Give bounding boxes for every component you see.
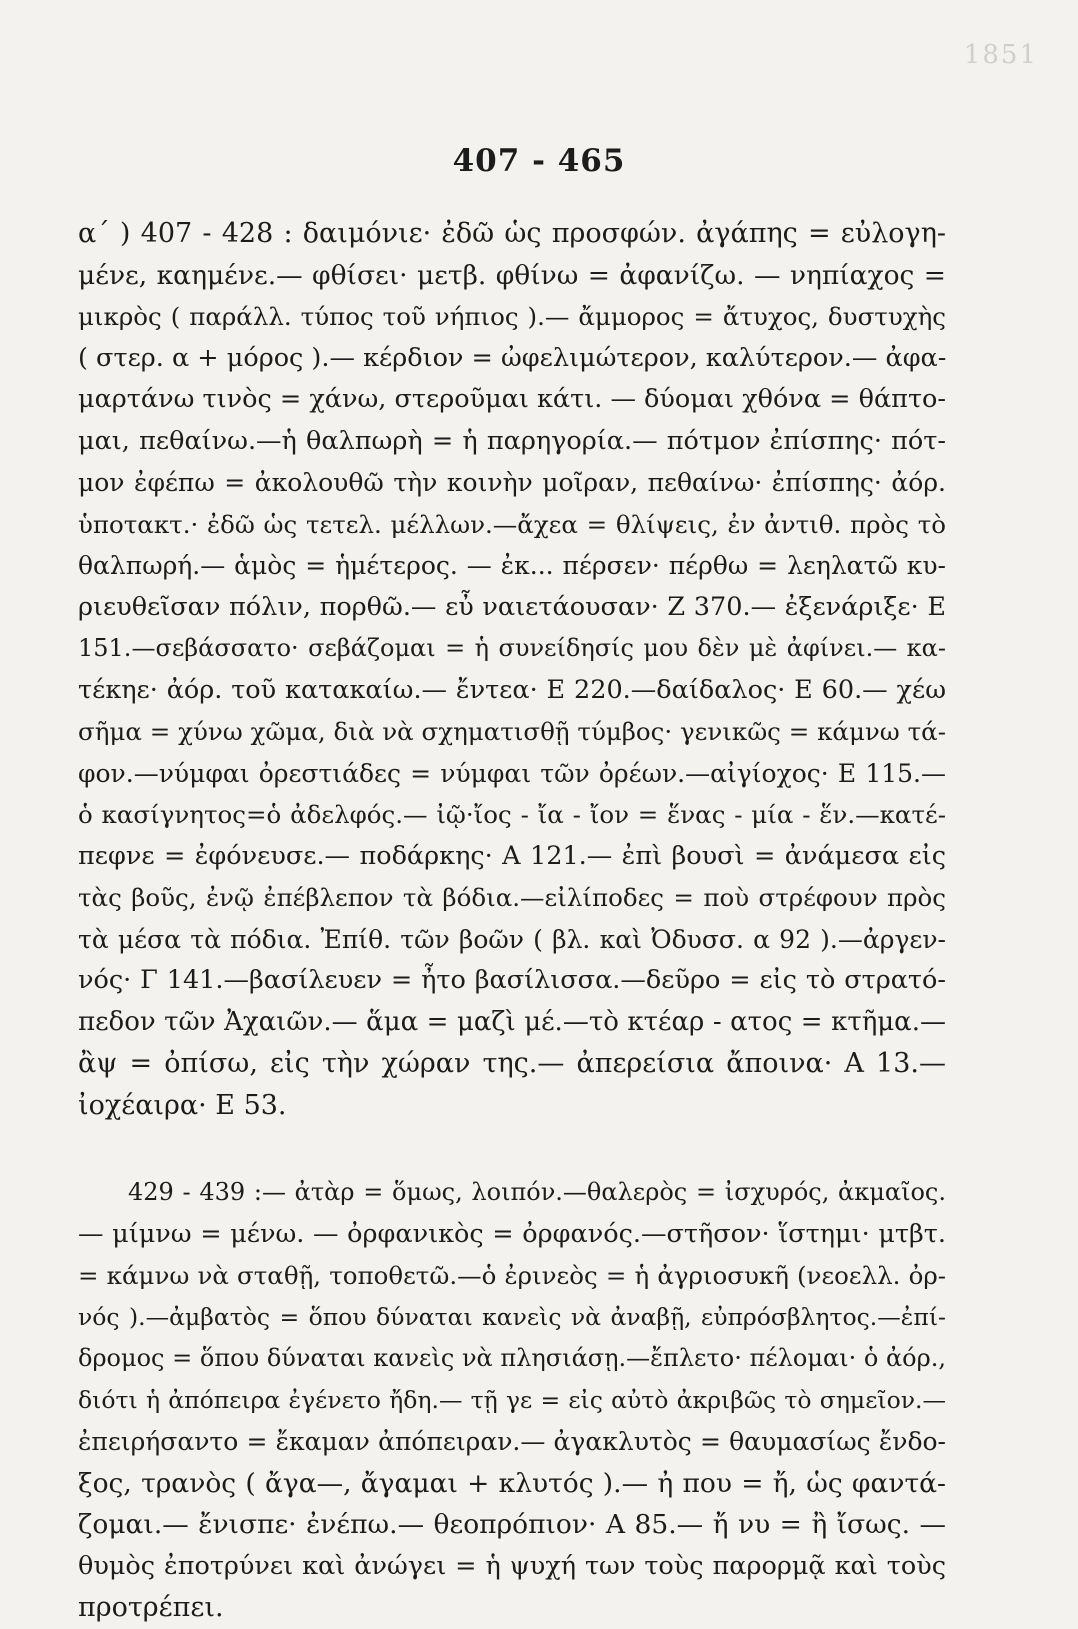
text-line: διότι ἡ ἀπόπειρα ἐγένετο ἤδη.— τῇ γε = εἰς αὐτὸ ἀκριβῶς τὸ σημεῖον.— [78, 1385, 946, 1414]
paragraph-gap [78, 1126, 946, 1172]
text-line: σῆμα = χύνω χῶμα, διὰ νὰ σχηματισθῇ τύμβος· γενικῶς = κάμνω τά- [78, 717, 946, 746]
text-line: 429 - 439 :— ἀτὰρ = ὅμως, λοιπόν.—θαλερὸς = ἰσχυρός, ἀκμαῖος. [128, 1178, 946, 1206]
text-line: τὰς βοῦς, ἐνῷ ἐπέβλεπον τὰ βόδια.—εἰλίποδες = ποὺ στρέφουν πρὸς [78, 883, 946, 912]
text-line: τὰ μέσα τὰ πόδια. Ἐπίθ. τῶν βοῶν ( βλ. καὶ Ὀδυσσ. α 92 ).—ἀργεν- [78, 924, 946, 954]
text-line: πεδον τῶν Ἀχαιῶν.— ἅμα = μαζὶ μέ.—τὸ κτέαρ - ατος = κτῆμα.— [78, 1006, 946, 1037]
text-line: ἂψ = ὀπίσω, εἰς τὴν χώραν της.— ἀπερείσια ἄποινα· Α 13.— [78, 1048, 946, 1079]
text-line: — μίμνω = μένω. — ὀρφανικὸς = ὀρφανός.—στῆσον· ἵστημι· μτβτ. [78, 1218, 946, 1249]
text-line: φον.—νύμφαι ὀρεστιάδες = νύμφαι τῶν ὀρέων.—αἰγίοχος· Ε 115.— [78, 758, 946, 788]
text-line: ὁ κασίγνητος=ὁ ἀδελφός.— ἰῷ·ἴος - ἴα - ἴον = ἕνας - μία - ἕν.—κατέ- [78, 800, 946, 829]
text-line: ριευθεῖσαν πόλιν, πορθῶ.— εὖ ναιετάουσαν· Ζ 370.— ἐξενάριξε· Ε [78, 591, 946, 622]
text-line: μικρὸς ( παράλλ. τύπος τοῦ νήπιος ).— ἄμμορος = ἄτυχος, δυστυχὴς [78, 302, 946, 331]
text-line: θαλπωρή.— ἁμὸς = ἡμέτερος. — ἐκ... πέρσεν· πέρθω = λεηλατῶ κυ- [78, 551, 946, 580]
text-line: νός· Γ 141.—βασίλευεν = ἦτο βασίλισσα.—δεῦρο = εἰς τὸ στρατό- [78, 965, 946, 995]
text-line: μαρτάνω τινὸς = χάνω, στεροῦμαι κάτι. — δύομαι χθόνα = θάπτο- [78, 384, 946, 414]
text-line: προτρέπει. [78, 1592, 224, 1623]
text-line: ζομαι.— ἔνισπε· ἐνέπω.— θεοπρόπιον· Α 85.— ἤ νυ = ἢ ἴσως. — [78, 1509, 946, 1540]
paragraph-429-439 [78, 1172, 946, 1629]
page-range-heading: 407 - 465 [452, 143, 626, 179]
text-line: θυμὸς ἐποτρύνει καὶ ἀνώγει = ἡ ψυχή των τοὺς παρορμᾷ καὶ τοὺς [78, 1550, 946, 1581]
text-line: ὑποτακτ.· ἐδῶ ὡς τετελ. μέλλων.—ἄχεα = θλίψεις, ἐν ἀντιθ. πρὸς τὸ [78, 509, 946, 539]
text-line: ξος, τρανὸς ( ἄγα—, ἄγαμαι + κλυτός ).— ἠ που = ἤ, ὡς φαντά- [78, 1467, 946, 1499]
text-line: ( στερ. α + μόρος ).— κέρδιον = ὠφελιμώτερον, καλύτερον.— ἀφα- [78, 342, 946, 373]
text-line: = κάμνω νὰ σταθῇ, τοποθετῶ.—ὁ ἐρινεὸς = ἡ ἀγριοσυκῆ (νεοελλ. ὀρ- [78, 1261, 946, 1290]
text-line: μαι, πεθαίνω.—ἡ θαλπωρὴ = ἡ παρηγορία.— πότμον ἐπίσπης· πότ- [78, 425, 946, 456]
text-line: τέκηε· ἀόρ. τοῦ κατακαίω.— ἔντεα· Ε 220.—δαίδαλος· Ε 60.— χέω [78, 674, 946, 705]
text-line: πεφνε = ἐφόνευσε.— ποδάρκης· Α 121.— ἐπὶ βουσὶ = ἀνάμεσα εἰς [78, 840, 946, 871]
text-line: α΄ ) 407 - 428 : δαιμόνιε· ἐδῶ ὡς προσφών. ἀγάπης = εὐλογη- [78, 218, 946, 249]
corner-page-mark: 1851 [963, 40, 1038, 70]
text-line: μένε, καημένε.— φθίσει· μετβ. φθίνω = ἀφανίζω. — νηπίαχος = [78, 259, 946, 291]
text-line: μον ἐφέπω = ἀκολουθῶ τὴν κοινὴν μοῖραν, πεθαίνω· ἐπίσπης· ἀόρ. [78, 468, 946, 497]
text-line: ἰοχέαιρα· Ε 53. [78, 1089, 287, 1121]
text-line: 151.—σεβάσσατο· σεβάζομαι = ἡ συνείδησίς μου δὲν μὲ ἀφίνει.— κα- [78, 634, 946, 662]
commentary-body [78, 213, 946, 1629]
text-line: ἐπειρήσαντο = ἔκαμαν ἀπόπειραν.— ἀγακλυτὸς = θαυμασίως ἔνδο- [78, 1427, 946, 1456]
paragraph-407-428 [78, 213, 946, 1126]
text-line: νός ).—ἀμβατὸς = ὅπου δύναται κανεὶς νὰ ἀναβῇ, εὐπρόσβλητος.—ἐπί- [78, 1302, 946, 1331]
text-line: δρομος = ὅπου δύναται κανεὶς νὰ πλησιάσῃ.—ἔπλετο· πέλομαι· ὁ ἀόρ., [78, 1344, 946, 1372]
